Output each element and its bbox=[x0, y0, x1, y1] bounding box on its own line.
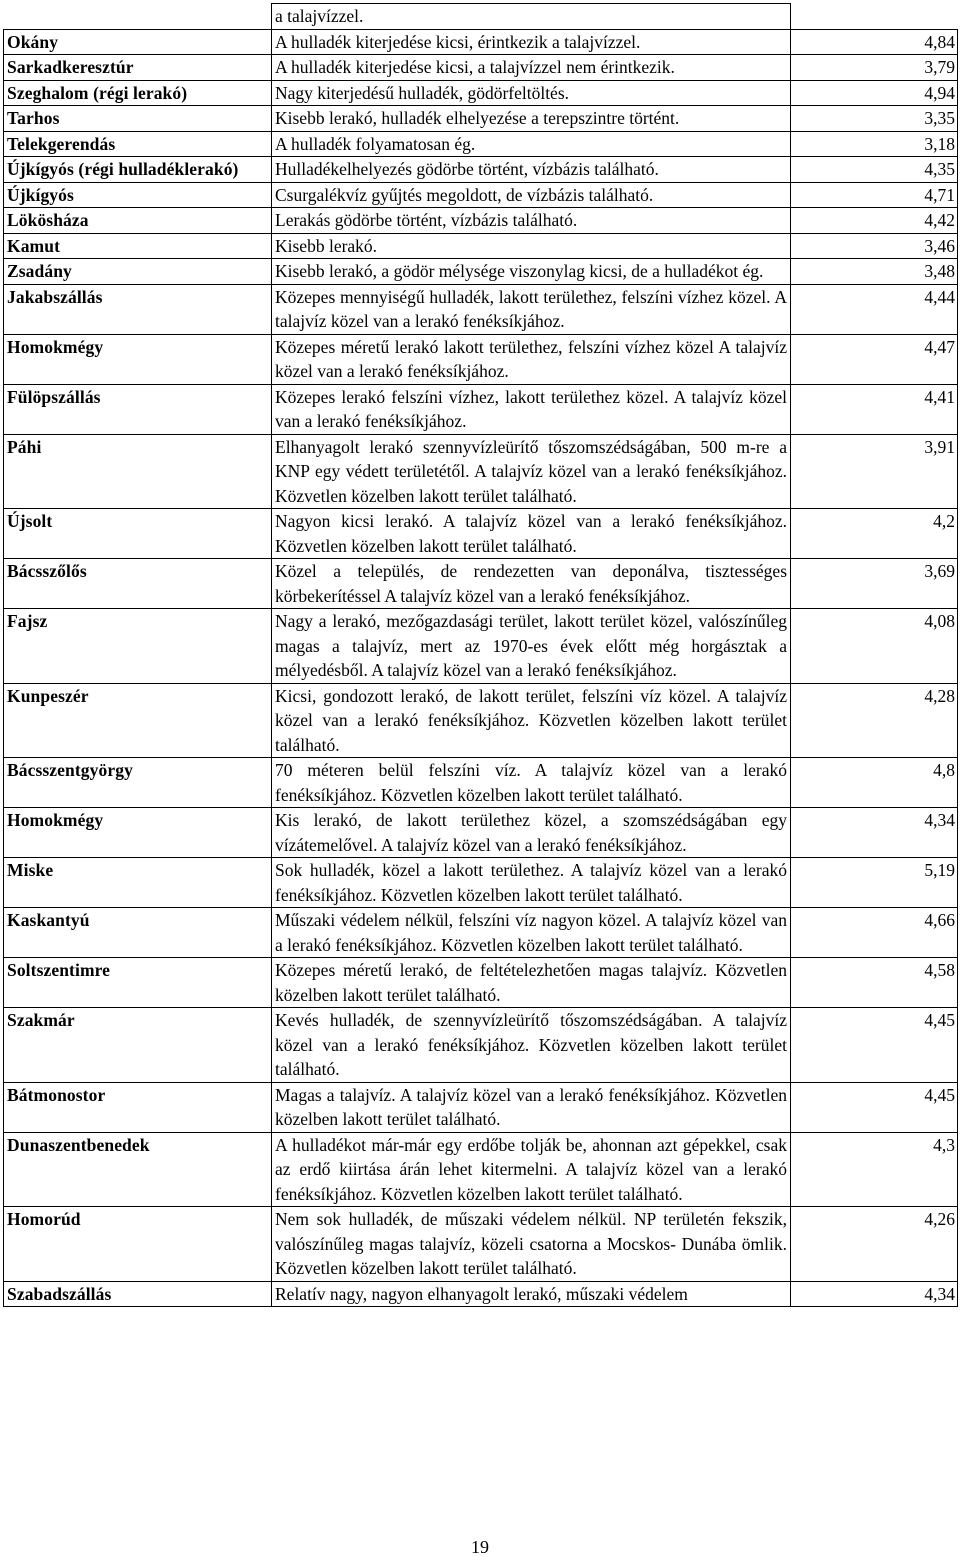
table-row bbox=[4, 609, 958, 684]
site-description: Közepes mennyiségű hulladék, lakott területhez, felszíni vízhez közel. A talajvíz közel van a lerakó fenéksíkjához. bbox=[272, 284, 791, 334]
landfill-assessment-table bbox=[3, 3, 958, 1307]
table-row bbox=[4, 559, 958, 609]
table-row bbox=[4, 259, 958, 285]
table-row bbox=[4, 858, 958, 908]
site-score: 4,58 bbox=[791, 958, 958, 1008]
table-row bbox=[4, 29, 958, 55]
site-score: 3,48 bbox=[791, 259, 958, 285]
site-description: Kevés hulladék, de szennyvízleürítő tőszomszédságában. A talajvíz közel van a lerakó fenéksíkjához. Közvetlen közelben lakott terület található. bbox=[272, 1008, 791, 1083]
site-name: Bátmonostor bbox=[4, 1082, 272, 1132]
site-name: Szabadszállás bbox=[4, 1281, 272, 1307]
site-name: Homokmégy bbox=[4, 808, 272, 858]
continuation-description: a talajvízzel. bbox=[272, 4, 791, 30]
site-score: 4,3 bbox=[791, 1132, 958, 1207]
continuation-name-cell bbox=[4, 4, 272, 30]
table-row bbox=[4, 80, 958, 106]
site-description: 70 méteren belül felszíni víz. A talajvíz közel van a lerakó fenéksíkjához. Közvetlen közelben lakott terület található. bbox=[272, 758, 791, 808]
site-description: Csurgalékvíz gyűjtés megoldott, de vízbázis található. bbox=[272, 182, 791, 208]
site-name: Sarkadkeresztúr bbox=[4, 55, 272, 81]
table-row bbox=[4, 758, 958, 808]
table-row bbox=[4, 908, 958, 958]
site-description: Közepes méretű lerakó, de feltételezhetően magas talajvíz. Közvetlen közelben lakott terület található. bbox=[272, 958, 791, 1008]
site-name: Zsadány bbox=[4, 259, 272, 285]
site-score: 4,2 bbox=[791, 509, 958, 559]
site-description: Relatív nagy, nagyon elhanyagolt lerakó, műszaki védelem bbox=[272, 1281, 791, 1307]
site-name: Bácsszentgyörgy bbox=[4, 758, 272, 808]
site-name: Újkígyós bbox=[4, 182, 272, 208]
page-number: 19 bbox=[471, 1537, 489, 1557]
site-name: Újsolt bbox=[4, 509, 272, 559]
site-score: 4,45 bbox=[791, 1008, 958, 1083]
site-name: Homokmégy bbox=[4, 334, 272, 384]
site-name: Okány bbox=[4, 29, 272, 55]
site-description: Nagy kiterjedésű hulladék, gödörfeltöltés. bbox=[272, 80, 791, 106]
site-description: Közepes lerakó felszíni vízhez, lakott területhez közel. A talajvíz közel van a lerakó fenéksíkjához. bbox=[272, 384, 791, 434]
site-name: Miske bbox=[4, 858, 272, 908]
site-description: Hulladékelhelyezés gödörbe történt, vízbázis található. bbox=[272, 157, 791, 183]
table-row-continuation bbox=[4, 4, 958, 30]
site-score: 4,8 bbox=[791, 758, 958, 808]
site-description: Lerakás gödörbe történt, vízbázis található. bbox=[272, 208, 791, 234]
site-description: A hulladék folyamatosan ég. bbox=[272, 131, 791, 157]
site-score: 3,35 bbox=[791, 106, 958, 132]
site-name: Telekgerendás bbox=[4, 131, 272, 157]
table-row bbox=[4, 808, 958, 858]
table-row bbox=[4, 1281, 958, 1307]
site-description: Kisebb lerakó. bbox=[272, 233, 791, 259]
site-name: Szeghalom (régi lerakó) bbox=[4, 80, 272, 106]
table-row bbox=[4, 1082, 958, 1132]
site-score: 4,34 bbox=[791, 1281, 958, 1307]
site-score: 4,84 bbox=[791, 29, 958, 55]
table-row bbox=[4, 384, 958, 434]
site-description: Kicsi, gondozott lerakó, de lakott terület, felszíni víz közel. A talajvíz közel van a lerakó fenéksíkjához. Közvetlen közelben lakott terület található. bbox=[272, 683, 791, 758]
table-row bbox=[4, 1132, 958, 1207]
site-score: 4,44 bbox=[791, 284, 958, 334]
site-score: 4,26 bbox=[791, 1207, 958, 1282]
site-name: Bácsszőlős bbox=[4, 559, 272, 609]
site-description: Magas a talajvíz. A talajvíz közel van a lerakó fenéksíkjához. Közvetlen közelben lakott terület található. bbox=[272, 1082, 791, 1132]
table-row bbox=[4, 157, 958, 183]
site-description: A hulladék kiterjedése kicsi, érintkezik a talajvízzel. bbox=[272, 29, 791, 55]
site-name: Fülöpszállás bbox=[4, 384, 272, 434]
site-description: Sok hulladék, közel a lakott területhez. A talajvíz közel van a lerakó fenéksíkjához. Közvetlen közelben lakott terület található. bbox=[272, 858, 791, 908]
site-description: Nagy a lerakó, mezőgazdasági terület, lakott terület közel, valószínűleg magas a talajvíz, mert az 1970-es évek előtt még horgásztak a mélyedésből. A talajvíz közel van a lerakó fenéksíkjához. bbox=[272, 609, 791, 684]
site-name: Jakabszállás bbox=[4, 284, 272, 334]
site-score: 4,45 bbox=[791, 1082, 958, 1132]
site-score: 4,71 bbox=[791, 182, 958, 208]
table-row bbox=[4, 284, 958, 334]
site-name: Lökösháza bbox=[4, 208, 272, 234]
table-row bbox=[4, 434, 958, 509]
site-score: 4,66 bbox=[791, 908, 958, 958]
site-name: Újkígyós (régi hulladéklerakó) bbox=[4, 157, 272, 183]
site-score: 5,19 bbox=[791, 858, 958, 908]
site-name: Tarhos bbox=[4, 106, 272, 132]
site-score: 3,79 bbox=[791, 55, 958, 81]
site-name: Fajsz bbox=[4, 609, 272, 684]
table-row bbox=[4, 55, 958, 81]
site-description: Kisebb lerakó, a gödör mélysége viszonylag kicsi, de a hulladékot ég. bbox=[272, 259, 791, 285]
table-row bbox=[4, 131, 958, 157]
table-row bbox=[4, 1008, 958, 1083]
site-description: Nem sok hulladék, de műszaki védelem nélkül. NP területén fekszik, valószínűleg magas talajvíz, közeli csatorna a Mocskos- Dunába ömlik. Közvetlen közelben lakott terület található. bbox=[272, 1207, 791, 1282]
site-name: Kaskantyú bbox=[4, 908, 272, 958]
site-name: Homorúd bbox=[4, 1207, 272, 1282]
site-score: 4,94 bbox=[791, 80, 958, 106]
site-score: 4,42 bbox=[791, 208, 958, 234]
site-score: 4,28 bbox=[791, 683, 958, 758]
site-score: 4,41 bbox=[791, 384, 958, 434]
site-description: A hulladék kiterjedése kicsi, a talajvízzel nem érintkezik. bbox=[272, 55, 791, 81]
table-row bbox=[4, 334, 958, 384]
site-description: Nagyon kicsi lerakó. A talajvíz közel van a lerakó fenéksíkjához. Közvetlen közelben lakott terület található. bbox=[272, 509, 791, 559]
table-row bbox=[4, 958, 958, 1008]
continuation-score-cell bbox=[791, 4, 958, 30]
site-name: Szakmár bbox=[4, 1008, 272, 1083]
table-row bbox=[4, 106, 958, 132]
site-description: Közepes méretű lerakó lakott területhez, felszíni vízhez közel A talajvíz közel van a lerakó fenéksíkjához. bbox=[272, 334, 791, 384]
site-score: 4,35 bbox=[791, 157, 958, 183]
table-row bbox=[4, 182, 958, 208]
table-row bbox=[4, 509, 958, 559]
site-description: Elhanyagolt lerakó szennyvízleürítő tőszomszédságában, 500 m-re a KNP egy védett területétől. A talajvíz közel van a lerakó fenéksíkjához. Közvetlen közelben lakott terület található. bbox=[272, 434, 791, 509]
site-name: Soltszentimre bbox=[4, 958, 272, 1008]
site-description: Kisebb lerakó, hulladék elhelyezése a terepszintre történt. bbox=[272, 106, 791, 132]
site-score: 3,18 bbox=[791, 131, 958, 157]
site-name: Páhi bbox=[4, 434, 272, 509]
site-score: 4,34 bbox=[791, 808, 958, 858]
site-score: 4,08 bbox=[791, 609, 958, 684]
site-name: Kunpeszér bbox=[4, 683, 272, 758]
site-description: A hulladékot már-már egy erdőbe tolják be, ahonnan azt gépekkel, csak az erdő kiirtása árán lehet kitermelni. A talajvíz közel van a lerakó fenéksíkjához. Közvetlen közelben lakott terület található. bbox=[272, 1132, 791, 1207]
site-name: Kamut bbox=[4, 233, 272, 259]
site-score: 4,47 bbox=[791, 334, 958, 384]
site-score: 3,46 bbox=[791, 233, 958, 259]
site-description: Műszaki védelem nélkül, felszíni víz nagyon közel. A talajvíz közel van a lerakó fenéksíkjához. Közvetlen közelben lakott terület található. bbox=[272, 908, 791, 958]
table-row bbox=[4, 233, 958, 259]
site-score: 3,69 bbox=[791, 559, 958, 609]
site-score: 3,91 bbox=[791, 434, 958, 509]
site-name: Dunaszentbenedek bbox=[4, 1132, 272, 1207]
table-row bbox=[4, 1207, 958, 1282]
table-row bbox=[4, 683, 958, 758]
site-description: Kis lerakó, de lakott területhez közel, a szomszédságában egy vízátemelővel. A talajvíz közel van a lerakó fenéksíkjához. bbox=[272, 808, 791, 858]
site-description: Közel a település, de rendezetten van deponálva, tisztességes körbekerítéssel A talajvíz közel van a lerakó fenéksíkjához. bbox=[272, 559, 791, 609]
table-row bbox=[4, 208, 958, 234]
